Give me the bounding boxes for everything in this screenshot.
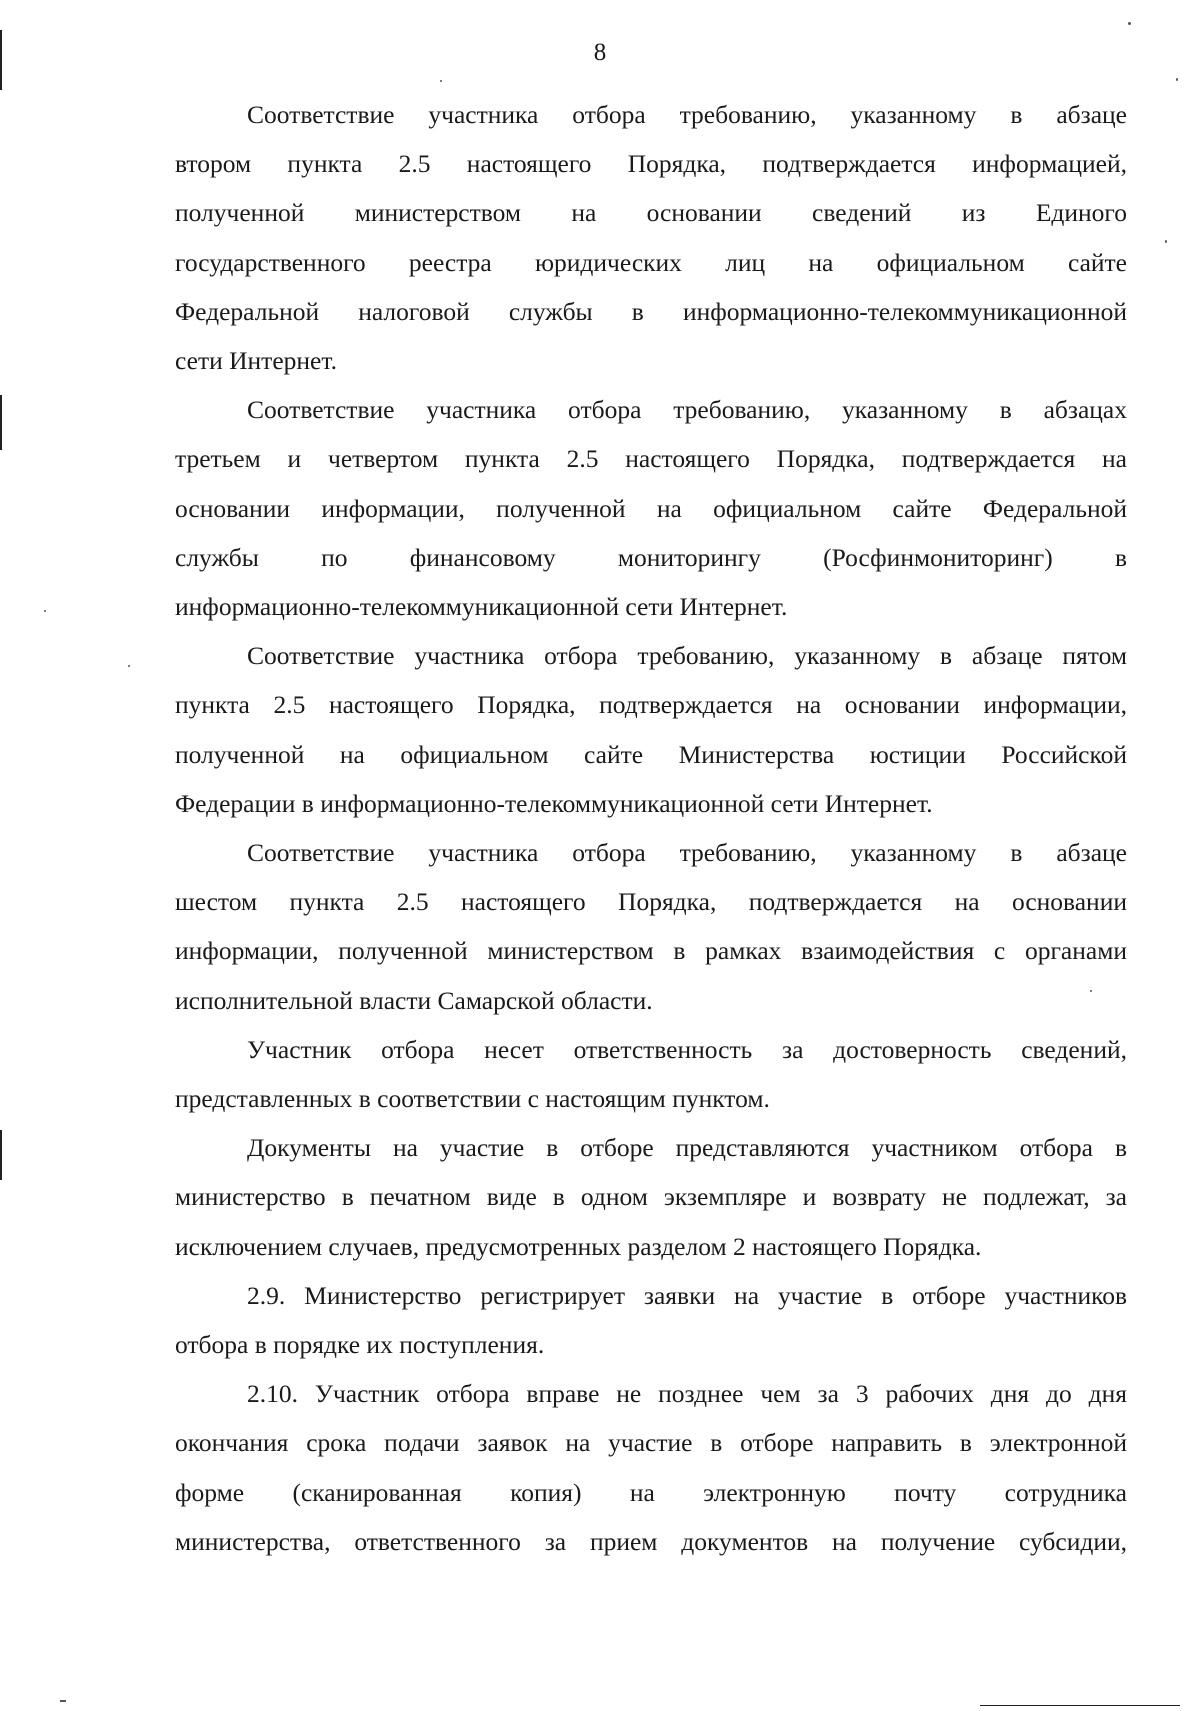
text-line: Соответствие участника отбора требованию, указанному в абзацах [247, 395, 1127, 425]
text-line: третьем и четвертом пункта 2.5 настоящего Порядка, подтверждается на [175, 444, 1127, 474]
paragraph [175, 1025, 1127, 1123]
paragraph [175, 631, 1127, 828]
paragraph [175, 828, 1127, 1025]
text-line: втором пункта 2.5 настоящего Порядка, подтверждается информацией, [175, 149, 1127, 179]
text-line: Соответствие участника отбора требованию, указанному в абзаце пятом [247, 641, 1127, 671]
text-line: информационно-телекоммуникационной сети Интернет. [175, 592, 788, 622]
text-line: представленных в соответствии с настоящим пунктом. [175, 1084, 770, 1114]
scan-edge-mark [0, 395, 2, 450]
text-line: исключением случаев, предусмотренных разделом 2 настоящего Порядка. [175, 1231, 982, 1261]
text-line: сети Интернет. [175, 346, 337, 376]
scan-edge-mark [0, 1130, 2, 1180]
text-line: 2.10. Участник отбора вправе не позднее чем за 3 рабочих дня до дня [247, 1379, 1127, 1409]
scan-speck [128, 665, 130, 667]
scan-edge-mark [980, 1705, 1180, 1706]
document-body [175, 90, 1127, 1566]
scan-speck [44, 610, 46, 612]
text-line: полученной министерством на основании сведений из Единого [175, 198, 1127, 228]
text-line: полученной на официальном сайте Министерства юстиции Российской [175, 739, 1127, 769]
page-number: 8 [593, 39, 607, 66]
text-line: исполнительной власти Самарской области. [175, 985, 653, 1015]
text-line: пункта 2.5 настоящего Порядка, подтверждается на основании информации, [175, 690, 1127, 720]
text-line: 2.9. Министерство регистрирует заявки на участие в отборе участников [247, 1280, 1127, 1310]
text-line: шестом пункта 2.5 настоящего Порядка, подтверждается на основании [175, 887, 1127, 917]
text-line: информации, полученной министерством в рамках взаимодействия с органами [175, 936, 1127, 966]
scan-speck [1128, 22, 1131, 25]
scan-speck [60, 1700, 66, 1702]
text-line: службы по финансовому мониторингу (Росфинмониторинг) в [175, 542, 1127, 572]
paragraph [175, 1369, 1127, 1566]
paragraph [175, 385, 1127, 631]
text-line: министерство в печатном виде в одном экземпляре и возврату не подлежат, за [175, 1182, 1127, 1212]
paragraph [175, 1271, 1127, 1369]
text-line: Федеральной налоговой службы в информационно-телекоммуникационной [175, 296, 1127, 326]
text-line: Документы на участие в отборе представляются участником отбора в [247, 1133, 1127, 1163]
text-line: Федерации в информационно-телекоммуникационной сети Интернет. [175, 788, 933, 818]
text-line: основании информации, полученной на официальном сайте Федеральной [175, 493, 1127, 523]
paragraph [175, 90, 1127, 385]
text-line: окончания срока подачи заявок на участие в отборе направить в электронной [175, 1428, 1127, 1458]
text-line: министерства, ответственного за прием документов на получение субсидии, [175, 1526, 1127, 1556]
text-line: Участник отбора несет ответственность за достоверность сведений, [247, 1034, 1127, 1064]
text-line: Соответствие участника отбора требованию, указанному в абзаце [247, 100, 1127, 129]
text-line: форме (сканированная копия) на электронную почту сотрудника [175, 1477, 1127, 1507]
text-line: отбора в порядке их поступления. [175, 1330, 545, 1360]
paragraph [175, 1123, 1127, 1271]
scan-speck [440, 80, 442, 82]
scan-speck [1165, 240, 1167, 243]
text-line: государственного реестра юридических лиц на официальном сайте [175, 247, 1127, 277]
text-line: Соответствие участника отбора требованию, указанному в абзаце [247, 838, 1127, 868]
scan-speck [1176, 78, 1178, 81]
